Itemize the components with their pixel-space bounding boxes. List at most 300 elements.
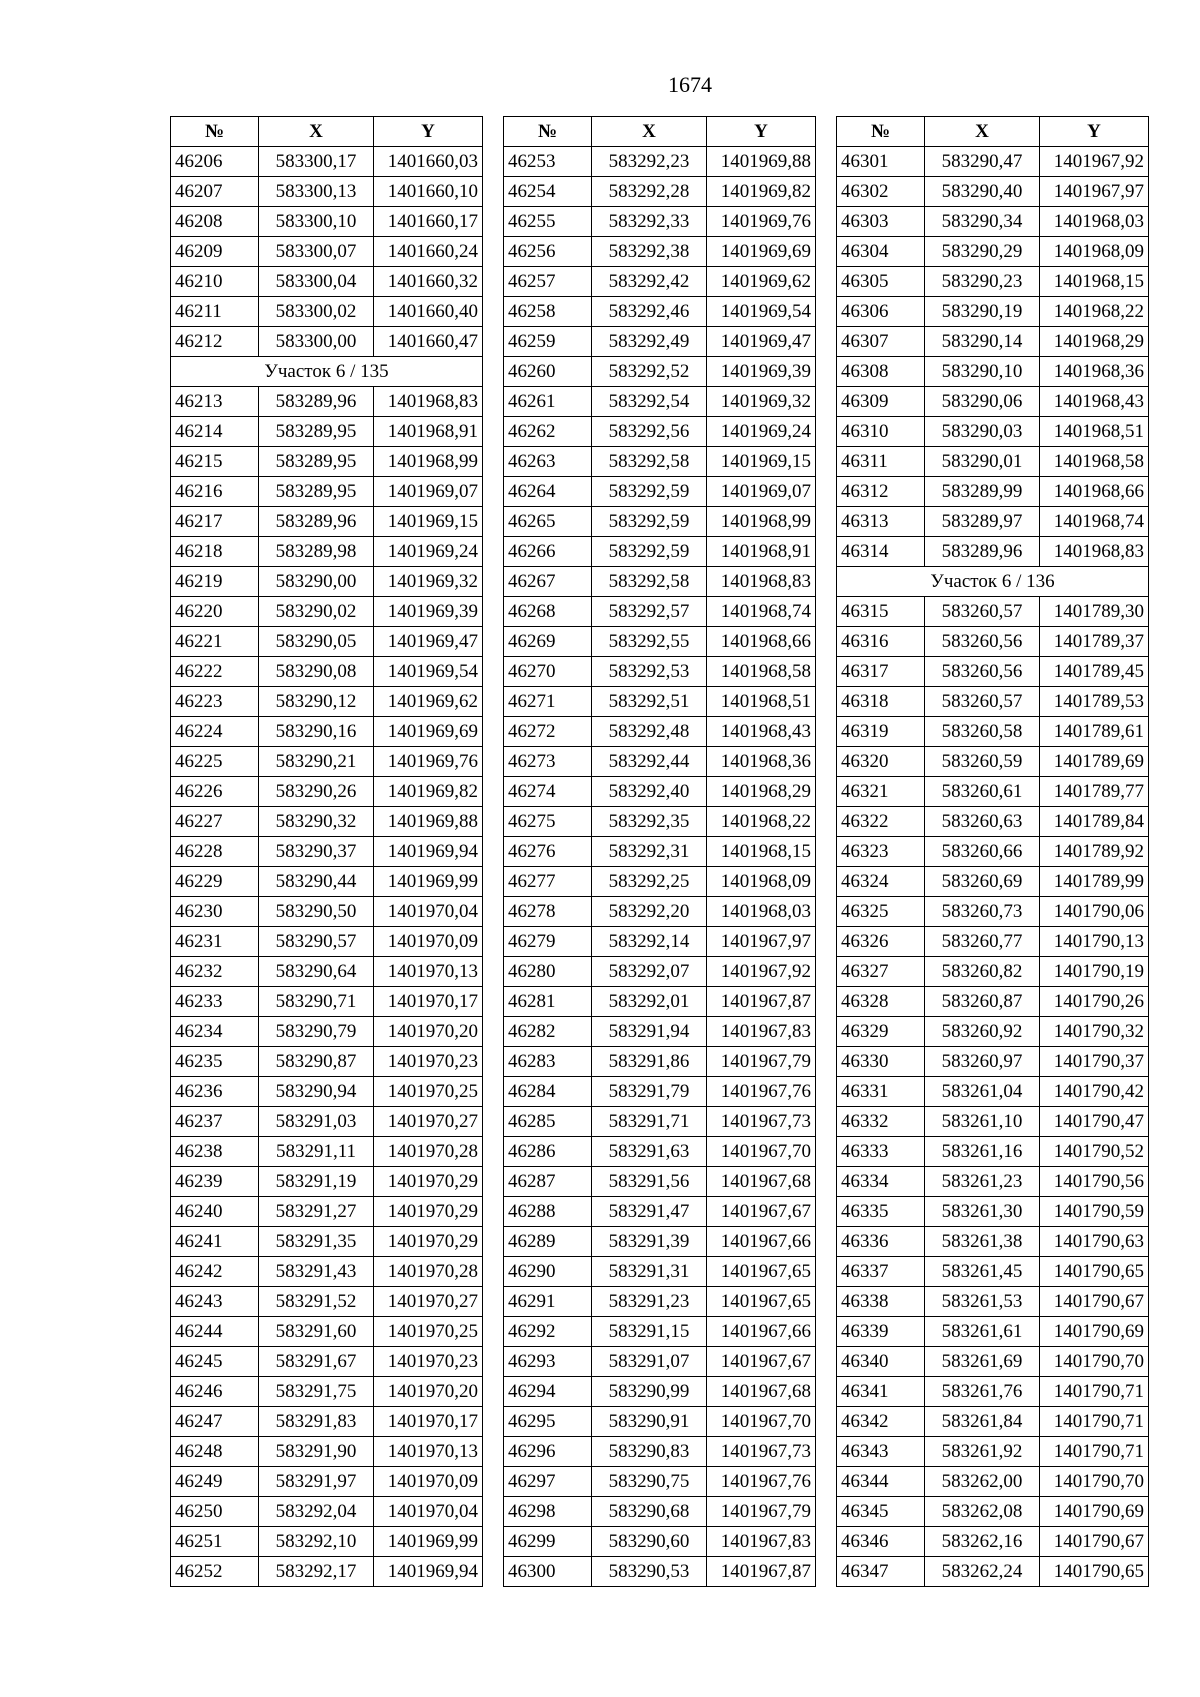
y-coordinate-cell: 1401969,82 xyxy=(374,777,483,807)
y-coordinate-cell: 1401969,15 xyxy=(374,507,483,537)
point-number-cell: 46221 xyxy=(171,627,259,657)
table-row xyxy=(504,927,816,957)
point-number-cell: 46265 xyxy=(504,507,592,537)
point-number-cell: 46244 xyxy=(171,1317,259,1347)
y-coordinate-cell: 1401969,07 xyxy=(374,477,483,507)
point-number-cell: 46312 xyxy=(837,477,925,507)
point-number-cell: 46281 xyxy=(504,987,592,1017)
y-coordinate-cell: 1401789,30 xyxy=(1040,597,1149,627)
y-coordinate-cell: 1401968,51 xyxy=(1040,417,1149,447)
y-coordinate-cell: 1401967,97 xyxy=(1040,177,1149,207)
table-row xyxy=(171,327,483,357)
x-coordinate-cell: 583292,31 xyxy=(592,837,707,867)
y-coordinate-cell: 1401970,17 xyxy=(374,1407,483,1437)
x-coordinate-cell: 583291,19 xyxy=(259,1167,374,1197)
table-row xyxy=(837,987,1149,1017)
table-row xyxy=(171,927,483,957)
point-number-cell: 46324 xyxy=(837,867,925,897)
x-coordinate-cell: 583291,94 xyxy=(592,1017,707,1047)
y-coordinate-cell: 1401789,37 xyxy=(1040,627,1149,657)
y-coordinate-cell: 1401970,09 xyxy=(374,927,483,957)
table-row xyxy=(171,297,483,327)
x-coordinate-cell: 583300,17 xyxy=(259,147,374,177)
x-coordinate-cell: 583262,16 xyxy=(925,1527,1040,1557)
y-coordinate-cell: 1401790,71 xyxy=(1040,1437,1149,1467)
x-coordinate-cell: 583292,28 xyxy=(592,177,707,207)
x-coordinate-cell: 583261,61 xyxy=(925,1317,1040,1347)
x-coordinate-cell: 583292,55 xyxy=(592,627,707,657)
x-coordinate-cell: 583292,58 xyxy=(592,447,707,477)
x-coordinate-cell: 583292,23 xyxy=(592,147,707,177)
table-row xyxy=(171,597,483,627)
x-coordinate-cell: 583291,71 xyxy=(592,1107,707,1137)
x-coordinate-cell: 583291,83 xyxy=(259,1407,374,1437)
y-coordinate-cell: 1401967,87 xyxy=(707,1557,816,1587)
point-number-cell: 46207 xyxy=(171,177,259,207)
point-number-cell: 46291 xyxy=(504,1287,592,1317)
y-coordinate-cell: 1401970,09 xyxy=(374,1467,483,1497)
x-coordinate-cell: 583292,59 xyxy=(592,507,707,537)
x-coordinate-cell: 583291,52 xyxy=(259,1287,374,1317)
table-row xyxy=(837,687,1149,717)
x-coordinate-cell: 583292,51 xyxy=(592,687,707,717)
y-coordinate-cell: 1401789,84 xyxy=(1040,807,1149,837)
point-number-cell: 46252 xyxy=(171,1557,259,1587)
table-row xyxy=(504,1527,816,1557)
y-coordinate-cell: 1401789,92 xyxy=(1040,837,1149,867)
y-coordinate-cell: 1401967,67 xyxy=(707,1197,816,1227)
point-number-cell: 46289 xyxy=(504,1227,592,1257)
x-coordinate-cell: 583290,91 xyxy=(592,1407,707,1437)
y-coordinate-cell: 1401970,29 xyxy=(374,1197,483,1227)
coordinates-table-3 xyxy=(836,116,1149,1587)
table-row xyxy=(837,1557,1149,1587)
y-coordinate-cell: 1401967,70 xyxy=(707,1407,816,1437)
table-row xyxy=(837,1497,1149,1527)
point-number-cell: 46296 xyxy=(504,1437,592,1467)
table-row xyxy=(504,567,816,597)
coordinates-table-2 xyxy=(503,116,816,1587)
x-coordinate-cell: 583290,57 xyxy=(259,927,374,957)
x-coordinate-cell: 583261,30 xyxy=(925,1197,1040,1227)
y-coordinate-cell: 1401969,88 xyxy=(707,147,816,177)
point-number-cell: 46223 xyxy=(171,687,259,717)
table-row xyxy=(837,267,1149,297)
x-coordinate-cell: 583290,02 xyxy=(259,597,374,627)
table-row xyxy=(171,957,483,987)
header-y: Y xyxy=(1040,117,1149,147)
y-coordinate-cell: 1401968,15 xyxy=(1040,267,1149,297)
table-row xyxy=(171,237,483,267)
point-number-cell: 46319 xyxy=(837,717,925,747)
point-number-cell: 46284 xyxy=(504,1077,592,1107)
x-coordinate-cell: 583291,86 xyxy=(592,1047,707,1077)
point-number-cell: 46285 xyxy=(504,1107,592,1137)
point-number-cell: 46256 xyxy=(504,237,592,267)
table-row xyxy=(171,657,483,687)
point-number-cell: 46344 xyxy=(837,1467,925,1497)
table-row xyxy=(837,1527,1149,1557)
header-row xyxy=(171,117,483,147)
point-number-cell: 46215 xyxy=(171,447,259,477)
x-coordinate-cell: 583290,60 xyxy=(592,1527,707,1557)
x-coordinate-cell: 583261,92 xyxy=(925,1437,1040,1467)
x-coordinate-cell: 583290,47 xyxy=(925,147,1040,177)
table-row xyxy=(504,1287,816,1317)
y-coordinate-cell: 1401968,09 xyxy=(707,867,816,897)
table-row xyxy=(171,207,483,237)
x-coordinate-cell: 583300,00 xyxy=(259,327,374,357)
point-number-cell: 46313 xyxy=(837,507,925,537)
x-coordinate-cell: 583290,29 xyxy=(925,237,1040,267)
x-coordinate-cell: 583291,15 xyxy=(592,1317,707,1347)
y-coordinate-cell: 1401968,74 xyxy=(707,597,816,627)
point-number-cell: 46241 xyxy=(171,1227,259,1257)
header-x: X xyxy=(259,117,374,147)
table-row xyxy=(837,1167,1149,1197)
y-coordinate-cell: 1401969,54 xyxy=(707,297,816,327)
y-coordinate-cell: 1401970,17 xyxy=(374,987,483,1017)
point-number-cell: 46338 xyxy=(837,1287,925,1317)
point-number-cell: 46229 xyxy=(171,867,259,897)
table-row xyxy=(504,1077,816,1107)
point-number-cell: 46343 xyxy=(837,1437,925,1467)
table-row xyxy=(504,1017,816,1047)
point-number-cell: 46275 xyxy=(504,807,592,837)
y-coordinate-cell: 1401968,09 xyxy=(1040,237,1149,267)
y-coordinate-cell: 1401968,29 xyxy=(707,777,816,807)
x-coordinate-cell: 583292,35 xyxy=(592,807,707,837)
y-coordinate-cell: 1401969,47 xyxy=(374,627,483,657)
table-row xyxy=(171,747,483,777)
y-coordinate-cell: 1401967,83 xyxy=(707,1527,816,1557)
x-coordinate-cell: 583260,97 xyxy=(925,1047,1040,1077)
y-coordinate-cell: 1401970,28 xyxy=(374,1257,483,1287)
x-coordinate-cell: 583292,17 xyxy=(259,1557,374,1587)
table-row xyxy=(504,777,816,807)
table-row xyxy=(504,537,816,567)
x-coordinate-cell: 583290,12 xyxy=(259,687,374,717)
y-coordinate-cell: 1401968,03 xyxy=(707,897,816,927)
point-number-cell: 46272 xyxy=(504,717,592,747)
table-row xyxy=(504,897,816,927)
table-row xyxy=(837,837,1149,867)
point-number-cell: 46222 xyxy=(171,657,259,687)
y-coordinate-cell: 1401660,24 xyxy=(374,237,483,267)
table-row xyxy=(171,1527,483,1557)
table-row xyxy=(171,1137,483,1167)
x-coordinate-cell: 583260,61 xyxy=(925,777,1040,807)
point-number-cell: 46267 xyxy=(504,567,592,597)
table-row xyxy=(171,897,483,927)
y-coordinate-cell: 1401969,24 xyxy=(707,417,816,447)
point-number-cell: 46302 xyxy=(837,177,925,207)
table-row xyxy=(504,357,816,387)
point-number-cell: 46295 xyxy=(504,1407,592,1437)
y-coordinate-cell: 1401790,67 xyxy=(1040,1287,1149,1317)
y-coordinate-cell: 1401968,51 xyxy=(707,687,816,717)
point-number-cell: 46251 xyxy=(171,1527,259,1557)
point-number-cell: 46268 xyxy=(504,597,592,627)
x-coordinate-cell: 583261,84 xyxy=(925,1407,1040,1437)
point-number-cell: 46321 xyxy=(837,777,925,807)
point-number-cell: 46341 xyxy=(837,1377,925,1407)
point-number-cell: 46219 xyxy=(171,567,259,597)
x-coordinate-cell: 583262,08 xyxy=(925,1497,1040,1527)
table-row xyxy=(171,537,483,567)
point-number-cell: 46305 xyxy=(837,267,925,297)
y-coordinate-cell: 1401790,70 xyxy=(1040,1467,1149,1497)
x-coordinate-cell: 583289,96 xyxy=(925,537,1040,567)
point-number-cell: 46211 xyxy=(171,297,259,327)
y-coordinate-cell: 1401790,69 xyxy=(1040,1317,1149,1347)
x-coordinate-cell: 583300,10 xyxy=(259,207,374,237)
point-number-cell: 46318 xyxy=(837,687,925,717)
point-number-cell: 46214 xyxy=(171,417,259,447)
y-coordinate-cell: 1401968,91 xyxy=(707,537,816,567)
x-coordinate-cell: 583292,38 xyxy=(592,237,707,267)
y-coordinate-cell: 1401968,74 xyxy=(1040,507,1149,537)
x-coordinate-cell: 583262,00 xyxy=(925,1467,1040,1497)
x-coordinate-cell: 583260,56 xyxy=(925,657,1040,687)
point-number-cell: 46210 xyxy=(171,267,259,297)
x-coordinate-cell: 583300,13 xyxy=(259,177,374,207)
y-coordinate-cell: 1401970,27 xyxy=(374,1287,483,1317)
point-number-cell: 46236 xyxy=(171,1077,259,1107)
point-number-cell: 46316 xyxy=(837,627,925,657)
point-number-cell: 46322 xyxy=(837,807,925,837)
x-coordinate-cell: 583300,04 xyxy=(259,267,374,297)
table-row xyxy=(171,177,483,207)
point-number-cell: 46232 xyxy=(171,957,259,987)
y-coordinate-cell: 1401967,83 xyxy=(707,1017,816,1047)
x-coordinate-cell: 583292,10 xyxy=(259,1527,374,1557)
y-coordinate-cell: 1401968,22 xyxy=(707,807,816,837)
x-coordinate-cell: 583290,50 xyxy=(259,897,374,927)
x-coordinate-cell: 583260,63 xyxy=(925,807,1040,837)
x-coordinate-cell: 583290,44 xyxy=(259,867,374,897)
point-number-cell: 46293 xyxy=(504,1347,592,1377)
table-row xyxy=(504,687,816,717)
point-number-cell: 46254 xyxy=(504,177,592,207)
table-row xyxy=(171,1317,483,1347)
table-row xyxy=(837,1017,1149,1047)
y-coordinate-cell: 1401969,82 xyxy=(707,177,816,207)
y-coordinate-cell: 1401967,66 xyxy=(707,1317,816,1347)
table-row xyxy=(504,657,816,687)
x-coordinate-cell: 583292,40 xyxy=(592,777,707,807)
point-number-cell: 46332 xyxy=(837,1107,925,1137)
table-row xyxy=(837,447,1149,477)
x-coordinate-cell: 583291,43 xyxy=(259,1257,374,1287)
x-coordinate-cell: 583290,26 xyxy=(259,777,374,807)
y-coordinate-cell: 1401968,66 xyxy=(707,627,816,657)
y-coordinate-cell: 1401969,24 xyxy=(374,537,483,567)
point-number-cell: 46301 xyxy=(837,147,925,177)
point-number-cell: 46282 xyxy=(504,1017,592,1047)
table-row xyxy=(504,1317,816,1347)
table-row xyxy=(504,1407,816,1437)
point-number-cell: 46271 xyxy=(504,687,592,717)
x-coordinate-cell: 583290,64 xyxy=(259,957,374,987)
x-coordinate-cell: 583261,10 xyxy=(925,1107,1040,1137)
point-number-cell: 46337 xyxy=(837,1257,925,1287)
y-coordinate-cell: 1401969,99 xyxy=(374,867,483,897)
point-number-cell: 46307 xyxy=(837,327,925,357)
table-row xyxy=(171,1257,483,1287)
x-coordinate-cell: 583292,33 xyxy=(592,207,707,237)
y-coordinate-cell: 1401970,23 xyxy=(374,1047,483,1077)
y-coordinate-cell: 1401789,99 xyxy=(1040,867,1149,897)
point-number-cell: 46340 xyxy=(837,1347,925,1377)
x-coordinate-cell: 583260,69 xyxy=(925,867,1040,897)
point-number-cell: 46258 xyxy=(504,297,592,327)
y-coordinate-cell: 1401968,99 xyxy=(707,507,816,537)
table-row xyxy=(504,957,816,987)
y-coordinate-cell: 1401790,47 xyxy=(1040,1107,1149,1137)
x-coordinate-cell: 583292,49 xyxy=(592,327,707,357)
point-number-cell: 46213 xyxy=(171,387,259,417)
x-coordinate-cell: 583300,02 xyxy=(259,297,374,327)
point-number-cell: 46259 xyxy=(504,327,592,357)
table-row xyxy=(504,207,816,237)
section-title: Участок 6 / 136 xyxy=(837,567,1149,597)
x-coordinate-cell: 583292,59 xyxy=(592,537,707,567)
point-number-cell: 46342 xyxy=(837,1407,925,1437)
point-number-cell: 46294 xyxy=(504,1377,592,1407)
table-row xyxy=(504,1347,816,1377)
y-coordinate-cell: 1401967,76 xyxy=(707,1077,816,1107)
x-coordinate-cell: 583290,03 xyxy=(925,417,1040,447)
y-coordinate-cell: 1401968,58 xyxy=(1040,447,1149,477)
x-coordinate-cell: 583290,34 xyxy=(925,207,1040,237)
point-number-cell: 46286 xyxy=(504,1137,592,1167)
y-coordinate-cell: 1401969,88 xyxy=(374,807,483,837)
x-coordinate-cell: 583292,58 xyxy=(592,567,707,597)
x-coordinate-cell: 583289,95 xyxy=(259,477,374,507)
point-number-cell: 46212 xyxy=(171,327,259,357)
x-coordinate-cell: 583291,31 xyxy=(592,1257,707,1287)
section-row xyxy=(837,567,1149,597)
x-coordinate-cell: 583290,16 xyxy=(259,717,374,747)
y-coordinate-cell: 1401790,37 xyxy=(1040,1047,1149,1077)
y-coordinate-cell: 1401967,68 xyxy=(707,1377,816,1407)
point-number-cell: 46266 xyxy=(504,537,592,567)
table-row xyxy=(837,417,1149,447)
table-row xyxy=(171,807,483,837)
y-coordinate-cell: 1401970,13 xyxy=(374,1437,483,1467)
table-row xyxy=(171,717,483,747)
table-row xyxy=(504,387,816,417)
section-title: Участок 6 / 135 xyxy=(171,357,483,387)
y-coordinate-cell: 1401790,32 xyxy=(1040,1017,1149,1047)
table-row xyxy=(171,447,483,477)
y-coordinate-cell: 1401660,10 xyxy=(374,177,483,207)
x-coordinate-cell: 583300,07 xyxy=(259,237,374,267)
y-coordinate-cell: 1401790,59 xyxy=(1040,1197,1149,1227)
x-coordinate-cell: 583290,68 xyxy=(592,1497,707,1527)
table-row xyxy=(504,1227,816,1257)
point-number-cell: 46328 xyxy=(837,987,925,1017)
table-row xyxy=(504,1467,816,1497)
point-number-cell: 46304 xyxy=(837,237,925,267)
y-coordinate-cell: 1401967,65 xyxy=(707,1287,816,1317)
point-number-cell: 46255 xyxy=(504,207,592,237)
point-number-cell: 46339 xyxy=(837,1317,925,1347)
table-row xyxy=(171,387,483,417)
table-row xyxy=(504,1497,816,1527)
point-number-cell: 46297 xyxy=(504,1467,592,1497)
table-row xyxy=(171,1557,483,1587)
y-coordinate-cell: 1401970,04 xyxy=(374,1497,483,1527)
x-coordinate-cell: 583260,57 xyxy=(925,597,1040,627)
point-number-cell: 46274 xyxy=(504,777,592,807)
table-row xyxy=(171,1407,483,1437)
point-number-cell: 46257 xyxy=(504,267,592,297)
header-x: X xyxy=(592,117,707,147)
page-number: 1674 xyxy=(668,72,712,97)
point-number-cell: 46300 xyxy=(504,1557,592,1587)
x-coordinate-cell: 583289,97 xyxy=(925,507,1040,537)
header-number: № xyxy=(837,117,925,147)
point-number-cell: 46345 xyxy=(837,1497,925,1527)
x-coordinate-cell: 583261,16 xyxy=(925,1137,1040,1167)
y-coordinate-cell: 1401969,07 xyxy=(707,477,816,507)
table-row xyxy=(504,987,816,1017)
table-row xyxy=(504,867,816,897)
x-coordinate-cell: 583290,40 xyxy=(925,177,1040,207)
y-coordinate-cell: 1401660,32 xyxy=(374,267,483,297)
point-number-cell: 46308 xyxy=(837,357,925,387)
point-number-cell: 46325 xyxy=(837,897,925,927)
point-number-cell: 46217 xyxy=(171,507,259,537)
table-row xyxy=(504,807,816,837)
point-number-cell: 46287 xyxy=(504,1167,592,1197)
y-coordinate-cell: 1401967,79 xyxy=(707,1047,816,1077)
y-coordinate-cell: 1401970,20 xyxy=(374,1377,483,1407)
point-number-cell: 46310 xyxy=(837,417,925,447)
table-row xyxy=(504,837,816,867)
y-coordinate-cell: 1401968,22 xyxy=(1040,297,1149,327)
point-number-cell: 46288 xyxy=(504,1197,592,1227)
point-number-cell: 46253 xyxy=(504,147,592,177)
y-coordinate-cell: 1401968,15 xyxy=(707,837,816,867)
y-coordinate-cell: 1401969,76 xyxy=(374,747,483,777)
x-coordinate-cell: 583289,95 xyxy=(259,447,374,477)
x-coordinate-cell: 583290,00 xyxy=(259,567,374,597)
x-coordinate-cell: 583292,14 xyxy=(592,927,707,957)
table-row xyxy=(504,1437,816,1467)
point-number-cell: 46228 xyxy=(171,837,259,867)
x-coordinate-cell: 583260,58 xyxy=(925,717,1040,747)
table-row xyxy=(837,927,1149,957)
y-coordinate-cell: 1401790,52 xyxy=(1040,1137,1149,1167)
x-coordinate-cell: 583261,04 xyxy=(925,1077,1040,1107)
table-row xyxy=(504,1197,816,1227)
table-row xyxy=(837,1227,1149,1257)
table-row xyxy=(504,237,816,267)
y-coordinate-cell: 1401970,20 xyxy=(374,1017,483,1047)
y-coordinate-cell: 1401790,71 xyxy=(1040,1407,1149,1437)
y-coordinate-cell: 1401967,70 xyxy=(707,1137,816,1167)
table-row xyxy=(171,1437,483,1467)
point-number-cell: 46242 xyxy=(171,1257,259,1287)
y-coordinate-cell: 1401969,62 xyxy=(707,267,816,297)
y-coordinate-cell: 1401967,87 xyxy=(707,987,816,1017)
x-coordinate-cell: 583292,25 xyxy=(592,867,707,897)
table-row xyxy=(504,147,816,177)
y-coordinate-cell: 1401968,36 xyxy=(707,747,816,777)
